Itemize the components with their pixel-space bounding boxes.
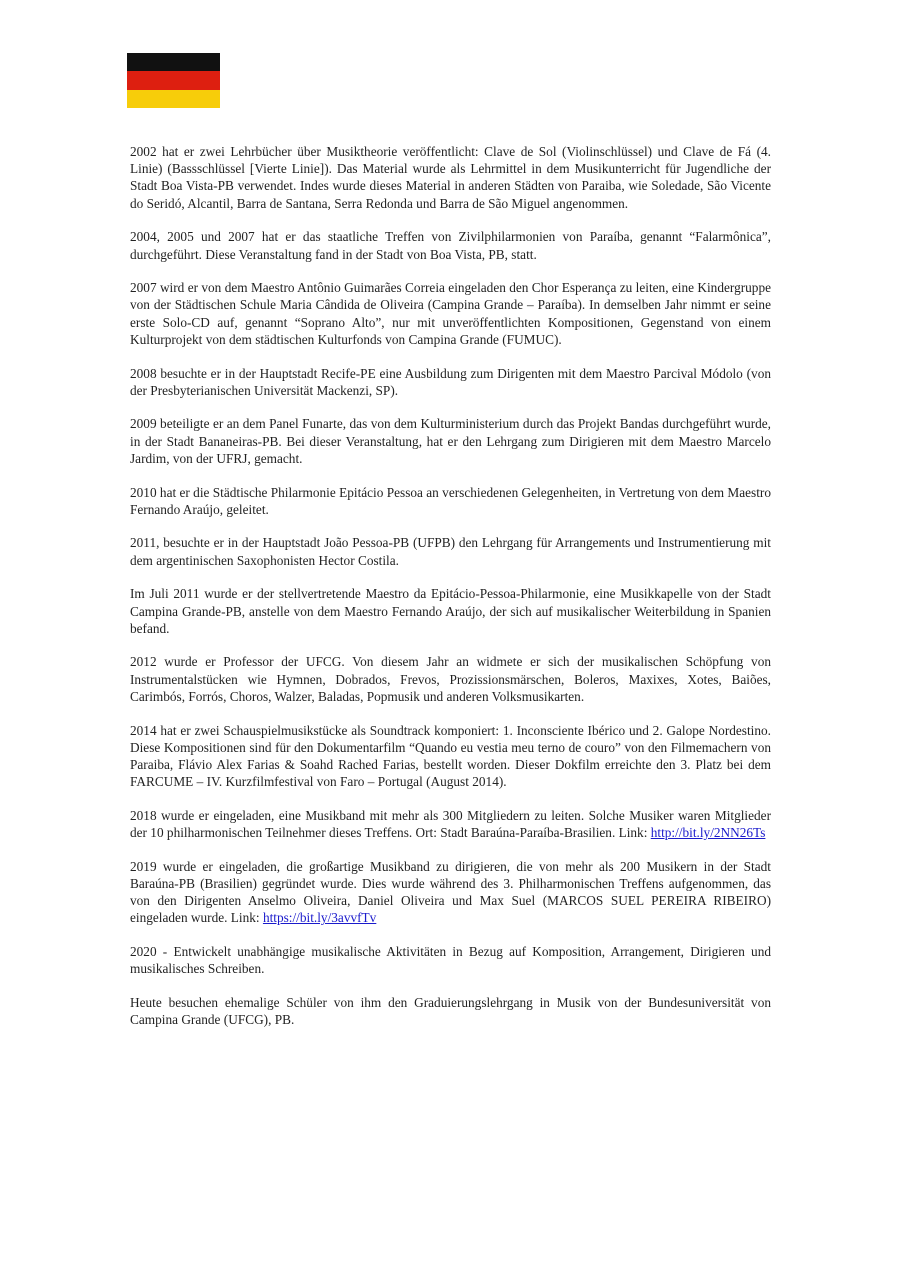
german-flag-icon <box>127 53 220 108</box>
paragraph-2010 <box>130 484 771 518</box>
paragraph-2018 <box>130 807 771 841</box>
paragraph-text: Heute besuchen ehemalige Schüler von ihm den Graduierungslehrgang in Musik von der Bundesuniversität von Campina Grande (UFCG), PB. <box>130 995 771 1028</box>
paragraph-text: 2018 wurde er eingeladen, eine Musikband mit mehr als 300 Mitgliedern zu leiten. Solche Musiker waren Mitglieder der 10 philharmonischen Teilnehmer dieses Treffens. Ort: Stadt Baraúna-Paraíba-Brasilien. Link: <box>130 807 771 841</box>
biography-text <box>130 143 771 1045</box>
paragraph-july-2011 <box>130 585 771 637</box>
paragraph-2004 <box>130 228 771 262</box>
paragraph-text: 2009 beteiligte er an dem Panel Funarte, das von dem Kulturministerium durch das Projekt Bandas durchgeführt wurde, in der Stadt Bananeiras-PB. Bei dieser Veranstaltung, hat er den Lehrgang zum Dirigieren mit dem Maestro Marcelo Jardim, von der UFRJ, gemacht. <box>130 416 771 466</box>
paragraph-text: 2002 hat er zwei Lehrbücher über Musiktheorie veröffentlicht: Clave de Sol (Violinschlüssel) und Clave de Fá (4. Linie) (Bassschlüssel [Vierte Linie]). Das Material wurde als Lehrmittel in dem Musikunterricht für Jugendliche der Stadt Boa Vista-PB verwendet. Indes wurde dieses Material in anderen Städten von Paraiba, wie Soledade, São Vicente do Seridó, Alcantil, Barra de Santana, Serra Redonda und Barra de São Miguel angenommen. <box>130 144 771 211</box>
paragraph-text: 2004, 2005 und 2007 hat er das staatliche Treffen von Zivilphilarmonien von Paraíba, genannt “Falarmônica”, durchgeführt. Diese Veranstaltung fand in der Stadt von Boa Vista, PB, statt. <box>130 229 771 262</box>
paragraph-text: 2020 - Entwickelt unabhängige musikalische Aktivitäten in Bezug auf Komposition, Arrangement, Dirigieren und musikalisches Schreiben. <box>130 944 771 977</box>
paragraph-text: Im Juli 2011 wurde er der stellvertretende Maestro da Epitácio-Pessoa-Philarmonie, eine Musikkapelle von der Stadt Campina Grande-PB, anstelle von dem Maestro Fernando Araújo, der sich auf musikalischer Weiterbildung in Spanien befand. <box>130 586 771 636</box>
paragraph-text: 2011, besuchte er in der Hauptstadt João Pessoa-PB (UFPB) den Lehrgang für Arrangements und Instrumentierung mit dem argentinischen Saxophonisten Hector Costila. <box>130 535 771 568</box>
link-2019[interactable]: https://bit.ly/3avvfTv <box>262 910 377 926</box>
paragraph-2014 <box>130 722 771 791</box>
paragraph-2012 <box>130 653 771 705</box>
paragraph-2020 <box>130 943 771 977</box>
paragraph-text: 2012 wurde er Professor der UFCG. Von diesem Jahr an widmete er sich der musikalischen Schöpfung von Instrumentalstücken wie Hymnen, Dobrados, Frevos, Prozissionsmärschen, Boleros, Maxixes, Xotes, Baiões, Carimbós, Forrós, Choros, Walzer, Baladas, Popmusik und anderen Volksmusikarten. <box>130 654 771 704</box>
paragraph-2002 <box>130 143 771 212</box>
flag-stripe-red <box>127 71 220 89</box>
paragraph-text: 2008 besuchte er in der Hauptstadt Recife-PE eine Ausbildung zum Dirigenten mit dem Maestro Parcival Módolo (von der Presbyterianischen Universität Mackenzi, SP). <box>130 365 771 398</box>
paragraph-2009 <box>130 415 771 467</box>
paragraph-text: 2010 hat er die Städtische Philarmonie Epitácio Pessoa an verschiedenen Gelegenheiten, in Vertretung von dem Maestro Fernando Araújo, geleitet. <box>130 484 771 517</box>
paragraph-text: 2014 hat er zwei Schauspielmusikstücke als Soundtrack komponiert: 1. Inconsciente Ibérico und 2. Galope Nordestino. Diese Kompositionen sind für den Dokumentarfilm “Quando eu vestia meu terno de couro” von den Filmemachern von Paraiba, Flávio Alex Farias & Soahd Rached Farias, bestellt worden. Dieser Dokfilm erreichte den 3. Platz bei dem FARCUME – IV. Kurzfilmfestival von Faro – Portugal (August 2014). <box>130 722 771 790</box>
paragraph-2007 <box>130 279 771 348</box>
flag-stripe-gold <box>127 90 220 108</box>
paragraph-text: 2007 wird er von dem Maestro Antônio Guimarães Correia eingeladen den Chor Esperança zu leiten, eine Kindergruppe von der Städtischen Schule Maria Cândida de Oliveira (Campina Grande – Paraíba). In demselben Jahr nimmt er seine erste Solo-CD auf, genannt “Soprano Alto”, nur mit unveröffentlichten Kompositionen, Gegenstand von einem Kulturprojekt von dem städtischen Kulturfonds von Campina Grande (FUMUC). <box>130 280 771 347</box>
paragraph-text: 2019 wurde er eingeladen, die großartige Musikband zu dirigieren, die von mehr als 200 Musikern in der Stadt Baraúna-PB (Brasilien) gegründet wurde. Dies wurde während des 3. Philharmonischen Treffens aufgenommen, das von den Dirigenten Anselmo Oliveira, Daniel Oliveira und Max Suel (MARCOS SUEL PEREIRA RIBEIRO) eingeladen wurde. Link: <box>130 858 771 926</box>
paragraph-today <box>130 994 771 1028</box>
paragraph-2008 <box>130 365 771 399</box>
link-2018[interactable]: http://bit.ly/2NN26Ts <box>650 825 766 841</box>
paragraph-2019 <box>130 858 771 927</box>
paragraph-2011 <box>130 534 771 568</box>
flag-stripe-black <box>127 53 220 71</box>
